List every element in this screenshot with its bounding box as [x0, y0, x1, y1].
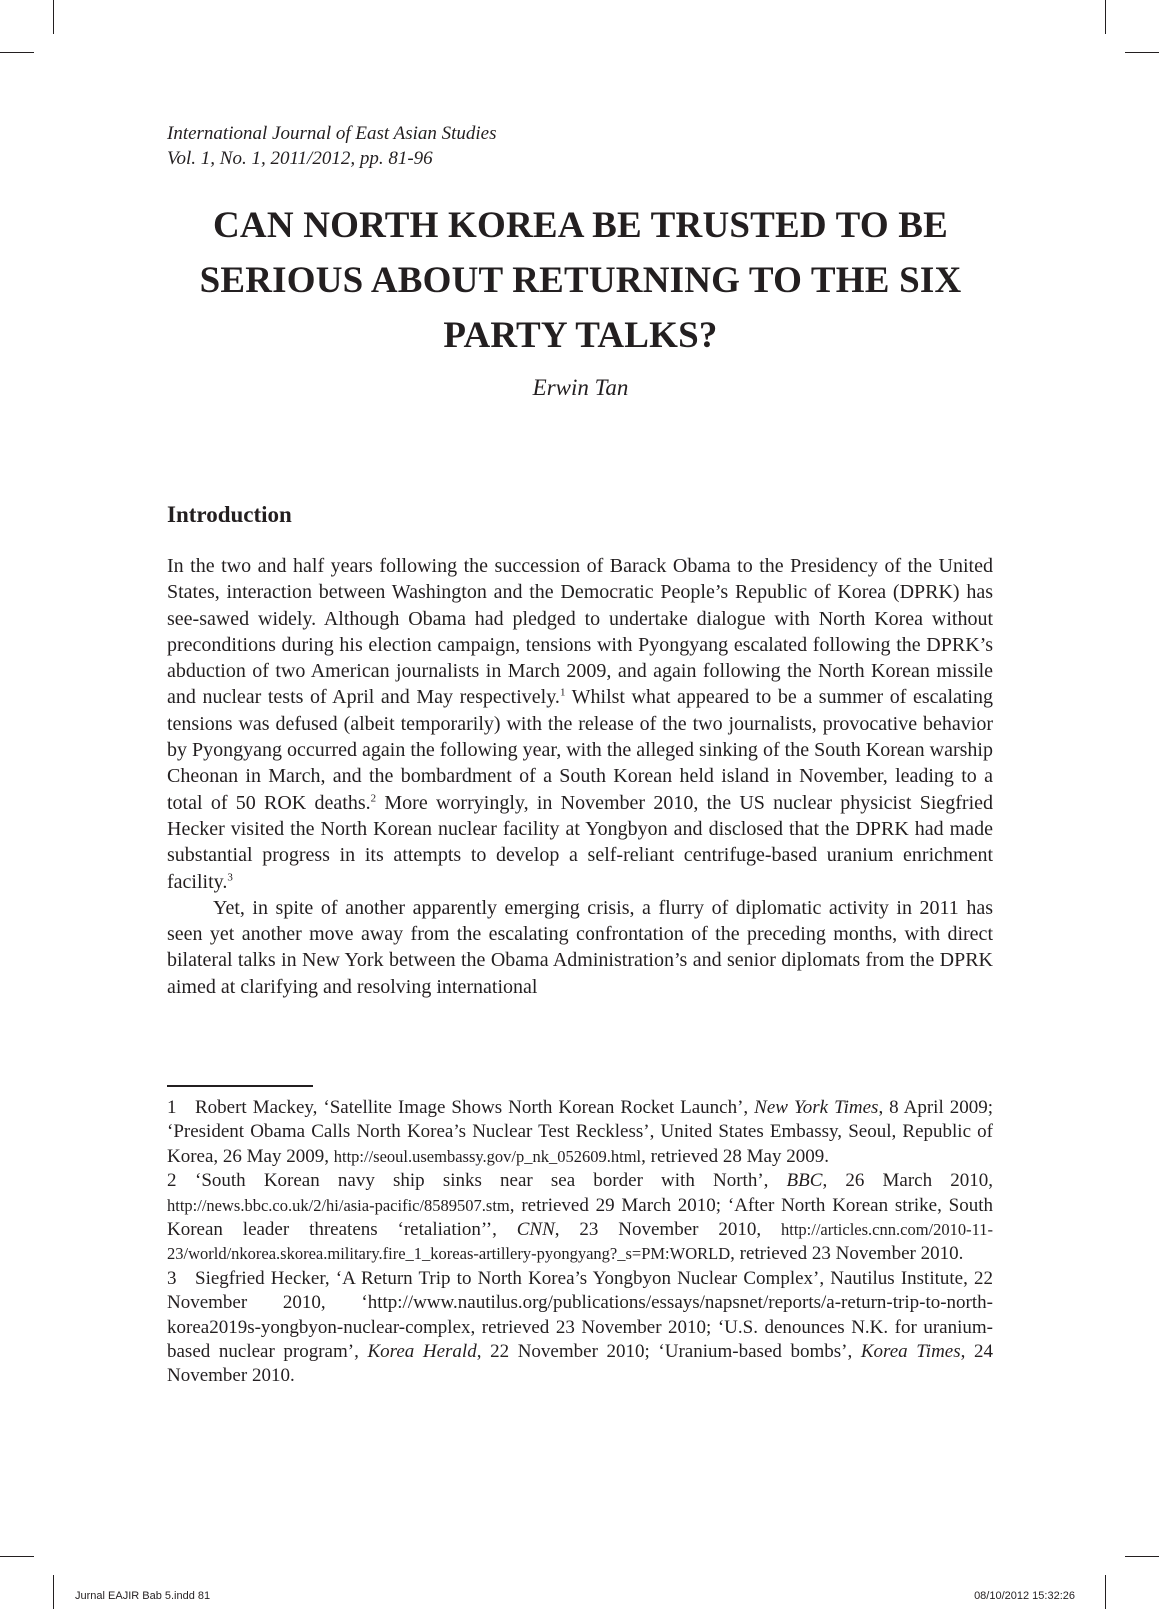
section-heading: Introduction	[167, 502, 292, 527]
footnote-text: Robert Mackey, ‘Satellite Image Shows North Korean Rocket Launch’,	[195, 1097, 755, 1118]
footnote-source: New York Times	[754, 1097, 879, 1118]
article-title: CAN NORTH KOREA BE TRUSTED TO BE SERIOUS ABOUT RETURNING TO THE SIX PARTY TALKS?	[199, 205, 962, 356]
footnote-url: http://articles.cnn.com/2010-11-23/world/nkorea.skorea.military.fire_1_koreas-artillery-pyongyang?_s=PM:WORLD	[167, 1220, 993, 1264]
footnote-separator	[167, 1085, 313, 1087]
paragraph-2: Yet, in spite of another apparently emerging crisis, a flurry of diplomatic activity in 2011 has seen yet another move away from the escalating confrontation of the preceding months, with direct bilateral talks in New York between the Obama Administration’s and senior diplomats from the DPRK aimed at clarifying and resolving international	[167, 896, 993, 998]
footnote-text: , retrieved 29 March 2010; ‘After North Korean strike, South Korean leader threatens ‘retaliation’’,	[167, 1194, 993, 1241]
footnote-ref-2: 2	[370, 792, 377, 805]
paragraph-1-text-a: In the two and half years following the succession of Barack Obama to the Presidency of the United States, interaction between Washington and the Democratic People’s Republic of Korea (DPRK) has see-sawed widely. Although Obama had pledged to undertake dialogue with North Korea without preconditions during his election campaign, tensions with Pyongyang escalated following the DPRK’s abduction of two American journalists in March 2009, and again following the North Korean missile and nuclear tests of April and May respectively.	[167, 555, 993, 709]
crop-mark-top-right-horizontal	[1125, 52, 1159, 53]
print-slug-file: Jurnal EAJIR Bab 5.indd 81	[75, 1590, 211, 1602]
journal-name: International Journal of East Asian Studies	[167, 123, 497, 144]
crop-mark-top-right-vertical	[1105, 0, 1106, 34]
footnote-text: Siegfried Hecker, ‘A Return Trip to North Korea’s Yongbyon Nuclear Complex’, Nautilus Institute, 22 November 2010, ‘http://www.nautilus.org/publications/essays/napsnet/reports/a-return-trip-to-north-korea2019s-yongbyon-nuclear-complex, retrieved 23 November 2010; ‘U.S. denounces N.K. for uranium-based nuclear program’,	[167, 1267, 993, 1363]
footnote-text: , 22 November 2010; ‘Uranium-based bombs’,	[476, 1341, 861, 1363]
paragraph-1-text-b: Whilst what appeared to be a summer of escalating tensions was defused (albeit temporarily) with the release of the two journalists, provocative behavior by Pyongyang occurred again the following year, with the alleged sinking of the South Korean warship Cheonan in March, and the bombardment of a South Korean held island in November, leading to a total of 50 ROK deaths.	[167, 686, 993, 814]
footnote-source: Korea Times	[860, 1341, 961, 1363]
crop-mark-bottom-left-horizontal	[0, 1556, 34, 1557]
footnote-3	[167, 1267, 993, 1389]
footnote-text: , retrieved 23 November 2010.	[730, 1243, 964, 1265]
article-author: Erwin Tan	[532, 375, 629, 400]
footnote-source: Korea Herald	[367, 1341, 477, 1363]
paragraph-1-text-c: More worryingly, in November 2010, the US nuclear physicist Siegfried Hecker visited the North Korean nuclear facility at Yongbyon and disclosed that the DPRK had made substantial progress in its attempts to develop a self-reliant centrifuge-based uranium enrichment facility.	[167, 791, 993, 893]
footnote-source: BBC	[786, 1170, 823, 1192]
footnote-url: http://news.bbc.co.uk/2/hi/asia-pacific/8589507.stm	[167, 1195, 510, 1215]
footnote-number: 1	[167, 1097, 177, 1118]
footnote-url: http://seoul.usembassy.gov/p_nk_052609.html	[333, 1146, 642, 1166]
crop-mark-top-left-horizontal	[0, 52, 34, 53]
footnote-ref-1: 1	[559, 686, 566, 699]
footnote-1	[167, 1096, 993, 1169]
paragraph-1	[167, 553, 993, 895]
footnote-2	[167, 1169, 993, 1267]
footnote-text: ‘South Korean navy ship sinks near sea border with North’,	[195, 1170, 787, 1192]
body-text	[167, 553, 993, 1000]
footnotes	[167, 1096, 993, 1389]
crop-mark-top-left-vertical	[53, 0, 54, 34]
footnote-number: 2	[167, 1170, 177, 1192]
crop-mark-bottom-left-vertical	[53, 1575, 54, 1609]
footnote-number: 3	[167, 1267, 177, 1289]
journal-citation	[167, 121, 497, 171]
footnote-ref-3: 3	[227, 870, 233, 883]
volume-info: Vol. 1, No. 1, 2011/2012, pp. 81-96	[167, 148, 433, 169]
footnote-text: , retrieved 28 May 2009.	[641, 1145, 829, 1167]
footnote-text: , 26 March 2010,	[822, 1170, 993, 1192]
footnote-text: , 23 November 2010,	[554, 1219, 781, 1241]
footnote-text: , 24 November 2010.	[167, 1341, 994, 1387]
crop-mark-bottom-right-vertical	[1105, 1575, 1106, 1609]
footnote-text: , 8 April 2009; ‘President Obama Calls North Korea’s Nuclear Test Reckless’, United States Embassy, Seoul, Republic of Korea, 26 May 2009,	[167, 1097, 993, 1167]
footnote-source: CNN	[516, 1219, 555, 1241]
crop-mark-bottom-right-horizontal	[1125, 1556, 1159, 1557]
print-slug-datetime: 08/10/2012 15:32:26	[974, 1590, 1075, 1602]
